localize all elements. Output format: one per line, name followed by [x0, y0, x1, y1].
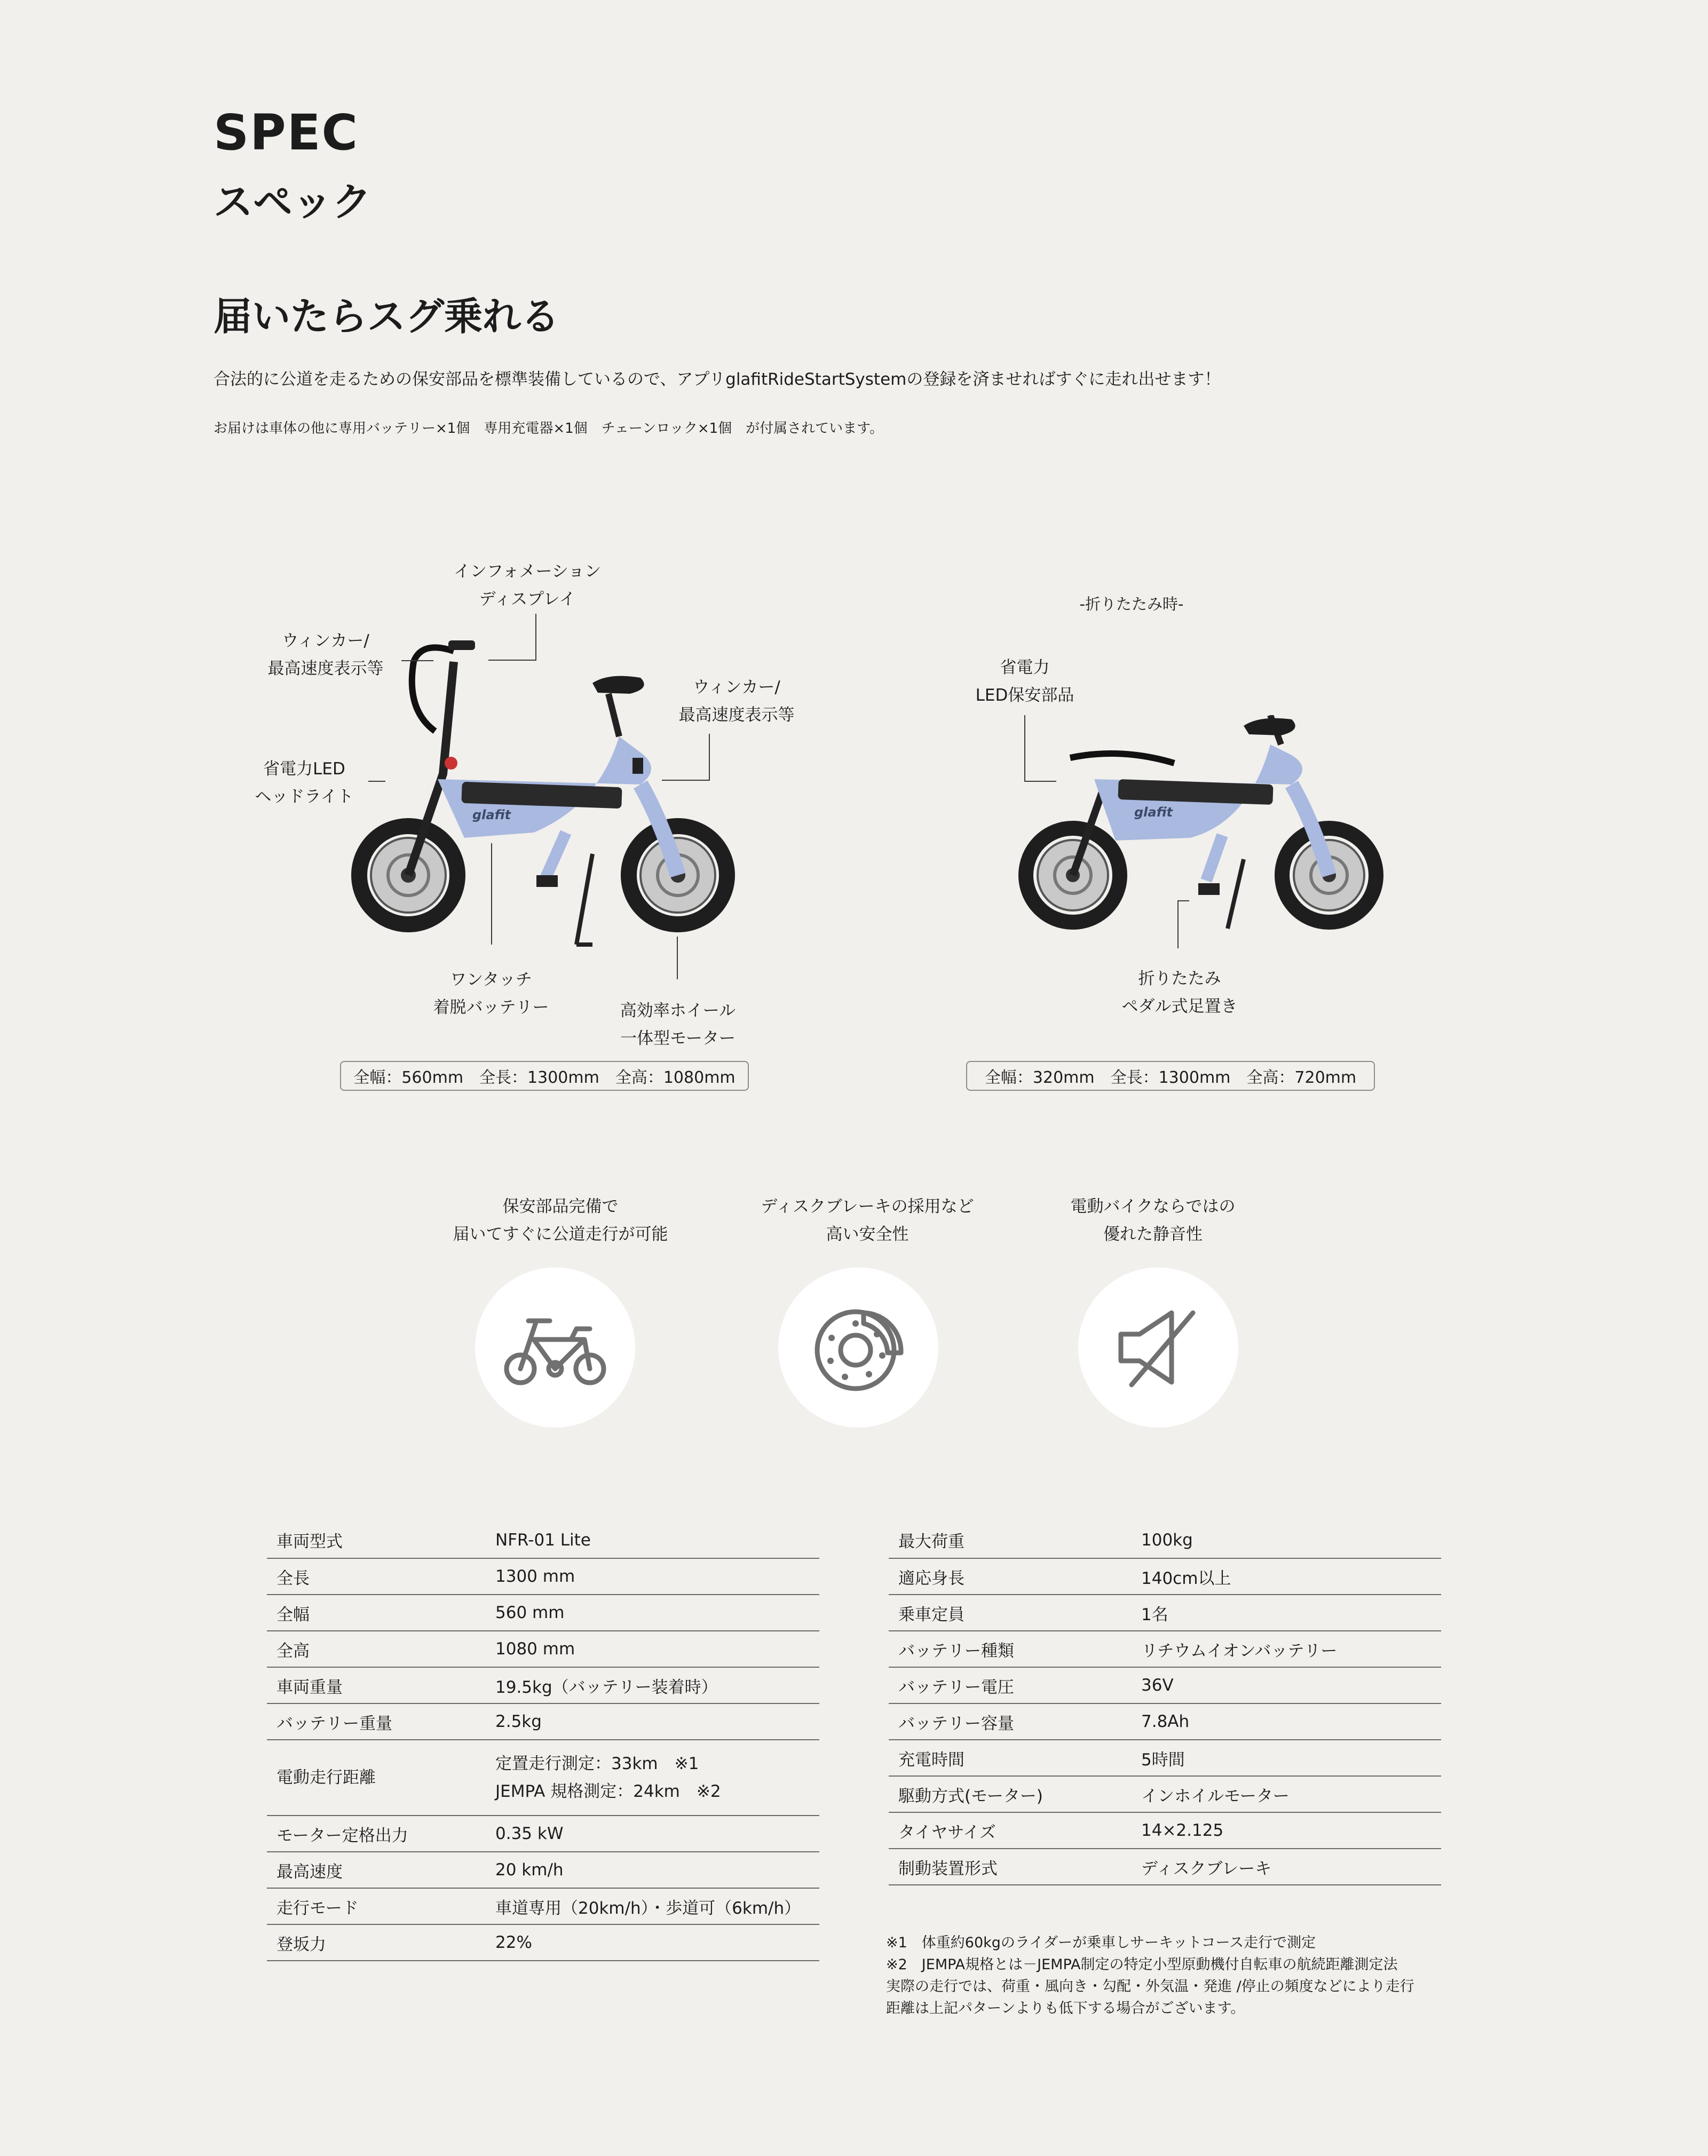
- folded-caption: -折りたたみ時-: [1079, 595, 1184, 613]
- label-motor: 高効率ホイール 一体型モーター: [620, 1001, 736, 1048]
- footnote-2: ※2 JEMPA規格とは－JEMPA制定の特定小型原動機付自転車の航続距離測定法: [886, 1956, 1398, 1973]
- label-battery: ワンタッチ 着脱バッテリー: [433, 970, 549, 1017]
- footnote-4: 距離は上記パターンよりも低下する場合がございます。: [886, 2000, 1245, 2017]
- table-row: バッテリー容量 7.8Ah: [889, 1703, 1441, 1740]
- table-row: 走行モード 車道専用（20km/h）・歩道可（6km/h）: [267, 1888, 819, 1924]
- table-row: 駆動方式(モーター) インホイルモーター: [889, 1776, 1441, 1812]
- intro-title: 届いたらスグ乗れる: [213, 294, 560, 339]
- feature-2-circle: [778, 1267, 938, 1428]
- dimensions-unfolded: 全幅：560mm 全長：1300mm 全高：1080mm: [340, 1061, 749, 1091]
- label-display: インフォメーション ディスプレイ: [453, 562, 602, 609]
- table-row: 最大荷重 100kg: [889, 1522, 1441, 1558]
- table-row: タイヤサイズ 14×2.125: [889, 1812, 1441, 1849]
- table-row: 車両重量 19.5kg（バッテリー装着時）: [267, 1667, 819, 1703]
- section-title-en: SPEC: [213, 104, 359, 161]
- footnotes: [886, 1932, 1414, 2019]
- feature-3-circle: [1078, 1267, 1238, 1428]
- table-row: 車両型式 NFR-01 Lite: [267, 1522, 819, 1558]
- spec-table-left: [267, 1522, 819, 1961]
- footnote-3: 実際の走行では、荷重・風向き・勾配・外気温・発進 /停止の頻度などにより走行: [886, 1978, 1414, 1995]
- intro-note: お届けは車体の他に専用バッテリー×1個 専用充電器×1個 チェーンロック×1個 が付属されています。: [213, 421, 884, 437]
- table-row: 乗車定員 1名: [889, 1595, 1441, 1631]
- feature-3-caption: 電動バイクならではの 優れた静音性: [1070, 1197, 1236, 1244]
- footnote-1: ※1 体重約60kgのライダーが乗車しサーキットコース走行で測定: [886, 1935, 1316, 1951]
- brand-logo-folded: glafit: [1134, 805, 1173, 820]
- label-headlight: 省電力LED ヘッドライト: [255, 759, 354, 806]
- feature-2-caption: ディスクブレーキの採用など 高い安全性: [761, 1197, 974, 1244]
- feature-1-circle: [475, 1267, 635, 1428]
- feature-1-caption: 保安部品完備で 届いてすぐに公道走行が可能: [453, 1197, 668, 1244]
- spec-table-right: [889, 1522, 1441, 1885]
- intro-lead: 合法的に公道を走るための保安部品を標準装備しているので、アプリglafitRideStartSystemの登録を済ませればすぐに走れ出せます！: [213, 370, 1221, 389]
- bicycle-icon: [496, 1299, 614, 1396]
- section-title-jp: スペック: [213, 179, 371, 225]
- table-row: 電動走行距離 定置走行測定：33km ※1 JEMPA 規格測定：24km ※2: [267, 1740, 819, 1816]
- dimensions-folded: 全幅：320mm 全長：1300mm 全高：720mm: [966, 1061, 1375, 1091]
- table-row: 適応身長 140cm以上: [889, 1558, 1441, 1595]
- disc-brake-icon: [805, 1294, 912, 1401]
- table-row: モーター定格出力 0.35 kW: [267, 1816, 819, 1852]
- table-row: 登坂力 22%: [267, 1924, 819, 1961]
- label-winker-front: ウィンカー/ 最高速度表示等: [267, 631, 384, 678]
- label-winker-rear: ウィンカー/ 最高速度表示等: [678, 678, 795, 725]
- table-row: バッテリー電圧 36V: [889, 1667, 1441, 1703]
- table-row: 最高速度 20 km/h: [267, 1852, 819, 1888]
- table-row: 制動装置形式 ディスクブレーキ: [889, 1849, 1441, 1885]
- table-row: 全幅 560 mm: [267, 1595, 819, 1631]
- brand-logo: glafit: [472, 807, 511, 822]
- table-row: 充電時間 5時間: [889, 1740, 1441, 1776]
- label-folded-led: 省電力 LED保安部品: [975, 658, 1074, 705]
- table-row: 全高 1080 mm: [267, 1631, 819, 1667]
- bike-folded-image: [1014, 715, 1398, 950]
- table-row: バッテリー種類 リチウムイオンバッテリー: [889, 1631, 1441, 1667]
- speaker-mute-icon: [1110, 1299, 1206, 1396]
- label-folded-pedal: 折りたたみ ペダル式足置き: [1121, 969, 1238, 1016]
- table-row: 全長 1300 mm: [267, 1558, 819, 1595]
- table-row: バッテリー重量 2.5kg: [267, 1703, 819, 1740]
